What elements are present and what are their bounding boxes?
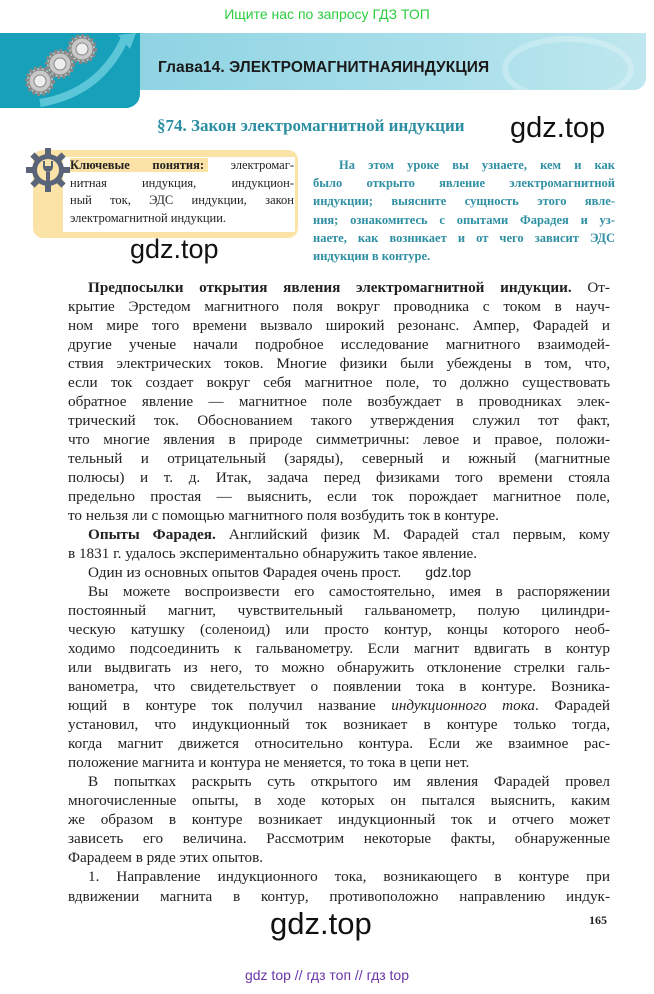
intro-line: наете, как возникает и от чего зависит ЭДС [313, 230, 615, 245]
body-text-segment: В попытках раскрыть суть открытого им явления Фарадей провел [88, 773, 610, 791]
key-concepts-label: Ключевые понятия: [70, 158, 208, 172]
body-line [68, 506, 610, 525]
body-text-segment: если ток создает вокруг себя магнитное поле, то должно существовать [68, 374, 610, 392]
paragraph-heading: Опыты Фарадея. [88, 526, 216, 544]
emphasized-term: индукционного тока [391, 697, 536, 715]
body-line [68, 867, 610, 886]
chapter-title: Глава14. ЭЛЕКТРОМАГНИТНАЯИНДУКЦИЯ [158, 59, 490, 76]
body-line [68, 525, 610, 544]
body-line [68, 411, 610, 430]
footer-links: gdz top // гдз топ // гдз top [244, 967, 410, 983]
intro-line: ния; ознакомитесь с опытами Фарадея и уз- [313, 212, 615, 227]
body-text-segment: же образом в контуре возникает индукционный ток и отчего может [68, 811, 610, 829]
body-line [68, 487, 610, 506]
body-line [68, 316, 610, 335]
body-text-segment: полюсы) и т. д. Итак, задача перед физиками того времени стояла [68, 469, 610, 487]
search-banner: Ищите нас по запросу ГДЗ ТОП [224, 6, 430, 22]
key-concepts-line: ный ток, ЭДС индукции, закон [70, 193, 294, 207]
body-text-segment: ческую катушку (соленоид) или просто контур, концы которого необ- [68, 621, 610, 639]
gears-arrow-icon [0, 33, 140, 108]
body-text-segment: Вы можете воспроизвести его самостоятельно, имея в распоряжении [88, 583, 610, 601]
page-number: 165 [589, 913, 607, 927]
body-line [68, 772, 610, 791]
body-line [68, 430, 610, 449]
watermark-top-right: gdz.top [510, 112, 606, 144]
body-text-segment: обратное явление — магнитное поле возбуждает в проводниках элек- [68, 393, 610, 411]
body-text-segment: постоянный магнит, чувствительный гальванометр, полую цилиндри- [68, 602, 610, 620]
body-text-segment: установил, что индукционный ток возникает в контуре только тогда, [68, 716, 610, 734]
body-text-segment: Английский физик М. Фарадей стал первым, кому [215, 526, 611, 544]
lesson-intro [313, 156, 615, 265]
body-text-segment: вдвижении магнита в контур, противоположно направлению индук- [68, 887, 610, 905]
body-text-segment: Один из основных опытов Фарадея очень прост. [88, 564, 402, 582]
watermark-inline: gdz.top [425, 564, 472, 581]
body-text-segment: многочисленные опыты, в ходе которых он пытался выяснить, каким [68, 792, 610, 810]
body-line [68, 887, 610, 906]
body-text-segment: ходимо подсоединить к гальванометру. Если магнит вдвигать в контур [68, 640, 610, 658]
body-line [68, 791, 610, 810]
body-line [68, 449, 610, 468]
body-line [68, 601, 610, 620]
body-line [68, 468, 610, 487]
section-title: §74. Закон электромагнитной индукции [157, 116, 465, 135]
gear-watermark-decoration [502, 36, 634, 102]
chapter-header-logo-block [0, 33, 140, 108]
body-text-segment: ванометра, что свидетельствует о появлении тока в контуре. Возника- [68, 678, 610, 696]
key-concepts-line: электромаг- [230, 158, 294, 172]
body-text-segment: . Фарадей [535, 697, 611, 715]
body-text-segment: Фарадеем в ряде этих опытов. [68, 849, 264, 867]
body-line [68, 544, 610, 563]
body-line [68, 696, 610, 715]
body-text-segment: или выдвигать из него, то можно обнаружить отклонение стрелки галь- [68, 659, 610, 677]
wrench-gear-icon [26, 148, 70, 197]
body-line [68, 620, 610, 639]
body-text-segment: положение магнита и контура не меняется, то тока в цепи нет. [68, 754, 470, 772]
intro-line: индукции; выясните сущность этого явле- [313, 194, 615, 209]
paragraph-heading: Предпосылки открытия явления электромагнитной индукции. [88, 279, 572, 296]
watermark-bottom: gdz.top [270, 906, 372, 941]
body-line [68, 848, 610, 867]
key-concepts-text [70, 157, 294, 227]
body-line [68, 734, 610, 753]
body-text-segment: 1. Направление индукционного тока, возникающего в контуре при [88, 868, 610, 886]
body-line [68, 392, 610, 411]
body-text-segment: то нельзя ли с помощью магнитного поля возбудить ток в контуре. [68, 507, 499, 525]
body-line [68, 658, 610, 677]
body-text-segment: зависеть его величина. Рассмотрим некоторые факты, обнаруженные [68, 830, 610, 848]
body-text-segment: ющий в контуре ток получил название [68, 697, 392, 715]
body-text-segment: другие ученые начали подробное исследование магнитного взаимодей- [68, 336, 610, 354]
body-line [68, 278, 610, 297]
watermark-left: gdz.top [130, 234, 219, 264]
intro-line: На этом уроке вы узнаете, кем и как [339, 158, 615, 172]
body-line [68, 297, 610, 316]
body-text-segment: трический ток. Обоснованием такого утверждения служил тот факт, [68, 412, 610, 430]
body-text-segment: крытие Эрстедом магнитного поля вокруг проводника с током в науч- [68, 298, 610, 316]
body-line [68, 677, 610, 696]
intro-line: было открыто явление электромагнитной [313, 176, 615, 191]
body-line [68, 354, 610, 373]
body-line [68, 810, 610, 829]
body-text-segment: От- [571, 279, 610, 296]
body-line [68, 373, 610, 392]
body-text-segment: в 1831 г. удалось экспериментально обнаружить такое явление. [68, 545, 478, 563]
intro-line: индукции в контуре. [313, 248, 431, 263]
body-text-segment: ном мире того времени вызвало широкий резонанс. Ампер, Фарадей и [68, 317, 610, 335]
body-line [68, 335, 610, 354]
key-concepts-line: электромагнитной индукции. [70, 210, 227, 225]
key-concepts-line: нитная индукция, индукцион- [70, 175, 294, 190]
body-line [68, 582, 610, 601]
body-text-segment: когда магнит движется относительно контура. Если же взаимное рас- [68, 735, 610, 753]
body-line [68, 639, 610, 658]
body-text-segment: предельно простая — выяснить, если ток порождает магнитное поле, [68, 488, 610, 506]
body-line [68, 829, 610, 848]
body-text-segment: тельный и отрицательный (заряды), северный и южный (магнитные [68, 450, 610, 468]
body-text [68, 278, 610, 906]
body-line [68, 753, 610, 772]
body-line [68, 563, 610, 582]
body-text-segment: что многие явления в природе симметричны: левое и правое, положи- [68, 431, 610, 449]
body-text-segment: ствия электрических токов. Многие физики были убеждены в том, что, [68, 355, 610, 373]
body-line [68, 715, 610, 734]
